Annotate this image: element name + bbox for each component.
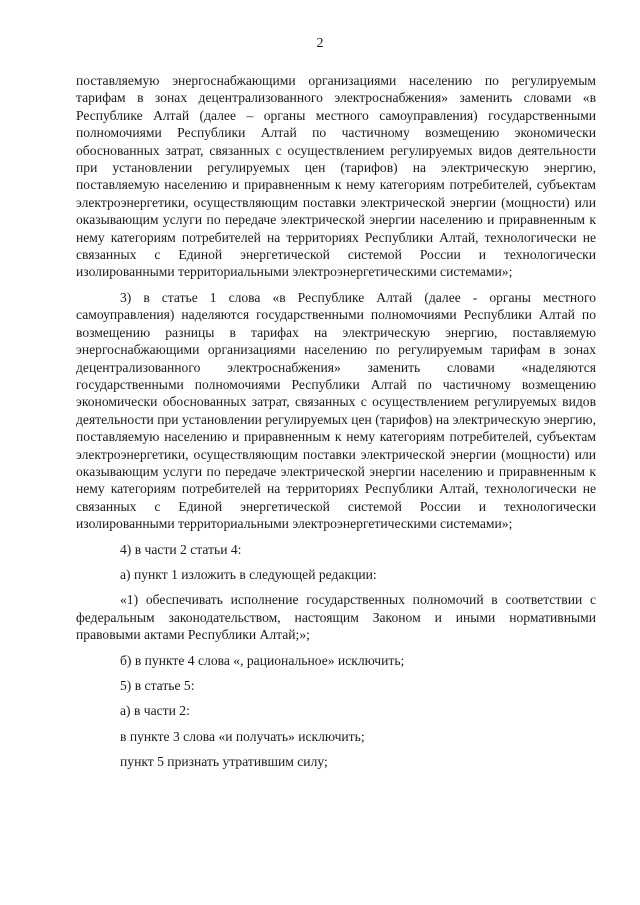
paragraph: поставляемую энергоснабжающими организациями населению по регулируемым тарифам в зонах децентрализованного электроснабжения» заменить словами «в Республике Алтай (далее – органы местного самоуправления) государственными полномочиями Республики Алтай по частичному возмещению экономически обоснованных затрат, связанных с осуществлением регулируемых видов деятельности при установлении регулируемых цен (тарифов) на электрическую энергию, поставляемую населению и приравненным к нему категориям потребителей, субъектам электроэнергетики, осуществляющим поставки электрической энергии (мощности) или оказывающим услуги по передаче электрической энергии населению и приравненным к нему категориям потребителей на территориях Республики Алтай, технологически не связанных с Единой энергетической системой России и технологически изолированными территориальными электроэнергетическими системами»; xyxy=(76,73,596,280)
paragraph: а) пункт 1 изложить в следующей редакции: xyxy=(120,566,377,582)
paragraph: в пункте 3 слова «и получать» исключить; xyxy=(120,728,365,744)
paragraph: 5) в статье 5: xyxy=(120,678,195,693)
paragraph: б) в пункте 4 слова «, рациональное» исключить; xyxy=(120,652,405,668)
paragraph: пункт 5 признать утратившим силу; xyxy=(120,754,328,770)
paragraph: 3) в статье 1 слова «в Республике Алтай (далее - органы местного самоуправления) наделяются государственными полномочиями Республики Алтай по возмещению разницы в тарифах на электрическую энергию, поставляемую энергоснабжающими организациями населению по регулируемым тарифам в зонах децентрализованного электроснабжения» заменить словами «наделяются государственными полномочиями Республики Алтай по частичному возмещению экономически обоснованных затрат, связанных с осуществлением регулируемых видов деятельности при установлении регулируемых цен (тарифов) на электрическую энергию, поставляемую населению и приравненным к нему категориям потребителей, субъектам электроэнергетики, осуществляющим поставки электрической энергии (мощности) или оказывающим услуги по передаче электрической энергии населению и приравненным к нему категориям потребителей на территориях Республики Алтай, технологически не связанных с Единой энергетической системой России и технологически изолированными территориальными электроэнергетическими системами»; xyxy=(76,289,596,532)
document-body xyxy=(76,72,596,771)
page-number: 2 xyxy=(316,36,324,51)
paragraph: «1) обеспечивать исполнение государственных полномочий в соответствии с федеральным законодательством, настоящим Законом и иными нормативными правовыми актами Республики Алтай;»; xyxy=(76,592,596,643)
paragraph: а) в части 2: xyxy=(120,703,190,719)
paragraph: 4) в части 2 статьи 4: xyxy=(120,541,242,557)
